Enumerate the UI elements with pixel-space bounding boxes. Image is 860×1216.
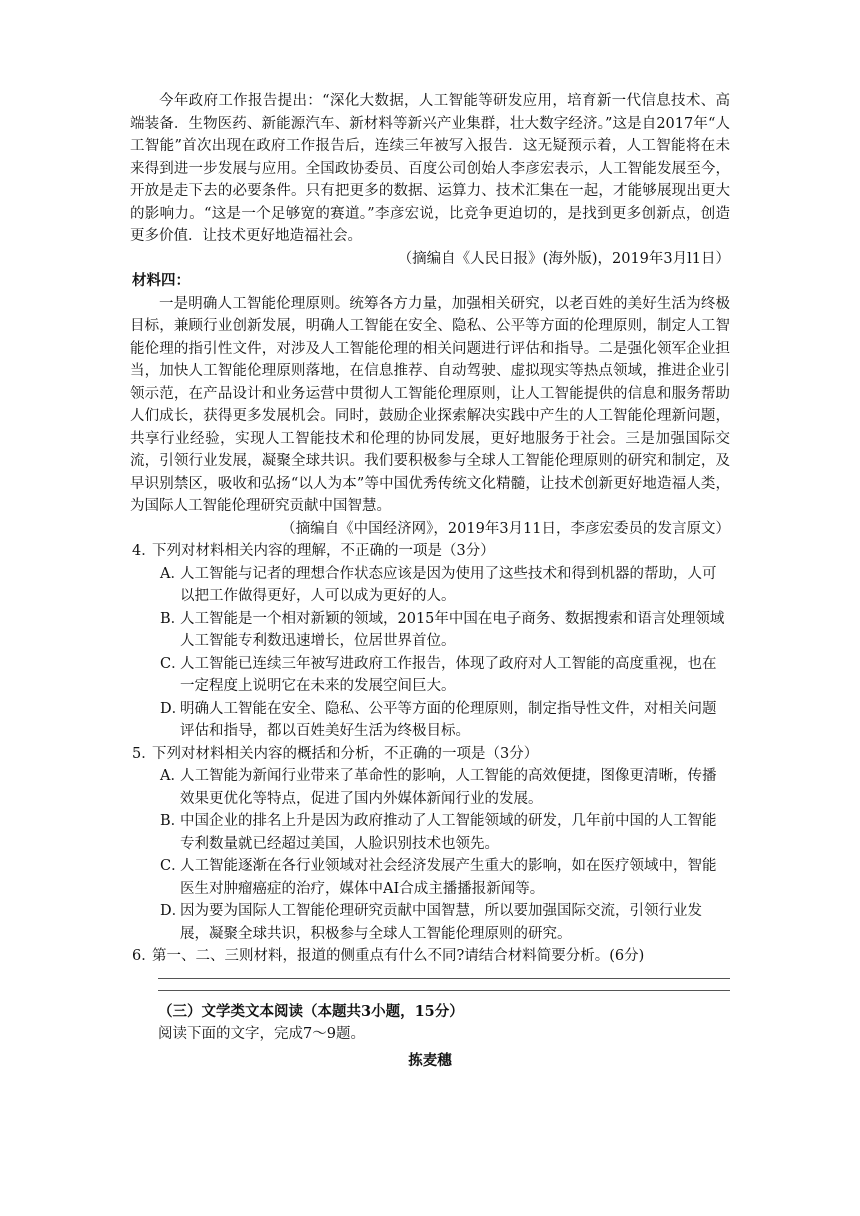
option-text: 明确人工智能在安全、隐私、公平等方面的伦理原则，制定指导性文件，对相关问题评估和指导，都以百姓美好生活为终极目标。 <box>180 700 717 739</box>
question-stem: 第一、二、三则材料，报道的侧重点有什么不同?请结合材料简要分析。(6分) <box>152 948 645 964</box>
question-number: 4． <box>132 543 156 559</box>
option-letter: C． <box>160 655 186 672</box>
option-4c[interactable] <box>130 653 730 698</box>
exam-content <box>130 90 730 1072</box>
material4-paragraph: 一是明确人工智能伦理原则。统筹各方力量，加强相关研究，以老百姓的美好生活为终极目标，兼顾行业创新发展，明确人工智能在安全、隐私、公平等方面的伦理原则，制定人工智能伦理的指引性文件，对涉及人工智能伦理的相关问题进行评估和指导。二是强化领军企业担当，加快人工智能伦理原则落地，在信息推荐、自动驾驶、虚拟现实等热点领域，推进企业引领示范，在产品设计和业务运营中贯彻人工智能伦理原则，让人工智能提供的信息和服务帮助人们成长，获得更多发展机会。同时，鼓励企业探索解决实践中产生的人工智能伦理新问题，共享行业经验，实现人工智能技术和伦理的协同发展，更好地服务于社会。三是加强国际交流，引领行业发展，凝聚全球共识。我们要积极参与全球人工智能伦理原则的研究和制定，及早识别禁区，吸收和弘扬“以人为本”等中国优秀传统文化精髓，让技术创新更好地造福人类，为国际人工智能伦理研究贡献中国智慧。 <box>130 295 730 514</box>
option-text: 人工智能与记者的理想合作状态应该是因为使用了这些技术和得到机器的帮助，人可以把工作做得更好，人可以成为更好的人。 <box>180 565 717 604</box>
option-text: 人工智能逐渐在各行业领域对社会经济发展产生重大的影响，如在医疗领域中，智能医生对肿瘤癌症的治疗，媒体中AI合成主播播报新闻等。 <box>180 858 717 897</box>
answer-line[interactable] <box>158 990 730 991</box>
option-letter: B． <box>160 610 186 627</box>
question-stem: 下列对材料相关内容的概括和分析，不正确的一项是（3分） <box>152 745 539 762</box>
option-letter: D． <box>160 903 187 919</box>
option-5d[interactable] <box>130 900 730 945</box>
question-number: 6． <box>132 948 156 964</box>
option-5c[interactable] <box>130 855 730 900</box>
material4-title: 材料四： <box>132 272 190 289</box>
option-5b[interactable] <box>130 810 730 855</box>
option-letter: A． <box>160 565 185 582</box>
option-4d[interactable] <box>130 698 730 743</box>
option-letter: B． <box>160 813 186 829</box>
question-5 <box>130 743 730 766</box>
section-heading: （三）文学类文本阅读（本题共3小题，15分） <box>158 1002 464 1020</box>
source-citation-2: （摘编自《中国经济网》，2019年3月11日，李彦宏委员的发言原文） <box>281 520 730 537</box>
material3-paragraph: 今年政府工作报告提出：“深化大数据，人工智能等研发应用，培育新一代信息技术、高端装备．生物医药、新能源汽车、新材料等新兴产业集群，壮大数字经济。”这是自2017年“人工智能”首次出现在政府工作报告后，连续三年被写入报告．这无疑预示着，人工智能将在未来得到进一步发展与应用。全国政协委员、百度公司创始人李彦宏表示，人工智能发展至今，开放是走下去的必要条件。只有把更多的数据、运算力、技术汇集在一起，才能够展现出更大的影响力。“这是一个足够宽的赛道。”李彦宏说，比竞争更迫切的，是找到更多创新点，创造更多价值．让技术更好地造福社会。 <box>130 93 730 244</box>
story-title: 拣麦穗 <box>408 1052 452 1069</box>
option-letter: A． <box>160 768 185 784</box>
section-instruction: 阅读下面的文字，完成7～9题。 <box>158 1026 365 1042</box>
option-text: 人工智能为新闻行业带来了革命性的影响，人工智能的高效便捷，图像更清晰，传播效果更优化等特点，促进了国内外媒体新闻行业的发展。 <box>180 768 717 807</box>
question-6 <box>130 945 730 968</box>
question-stem: 下列对材料相关内容的理解，不正确的一项是（3分） <box>152 543 495 559</box>
option-text: 中国企业的排名上升是因为政府推动了人工智能领域的研发，几年前中国的人工智能专利数量就已经超过美国，人脸识别技术也领先。 <box>180 813 717 852</box>
option-4b[interactable] <box>130 608 730 653</box>
option-text: 人工智能已连续三年被写进政府工作报告，体现了政府对人工智能的高度重视，也在一定程度上说明它在未来的发展空间巨大。 <box>180 655 717 694</box>
source-citation-1: （摘编自《人民日报》(海外版)，2019年3月l1日） <box>397 250 730 267</box>
option-letter: C． <box>160 858 186 874</box>
option-5a[interactable] <box>130 765 730 810</box>
option-letter: D． <box>160 700 187 717</box>
option-text: 因为要为国际人工智能伦理研究贡献中国智慧，所以要加强国际交流，引领行业发展，凝聚全球共识，积极参与全球人工智能伦理原则的研究。 <box>180 903 702 942</box>
option-text: 人工智能是一个相对新颖的领域，2015年中国在电子商务、数据搜索和语言处理领域人工智能专利数迅速增长，位居世界首位。 <box>180 610 725 649</box>
question-4 <box>130 540 730 563</box>
question-number: 5． <box>132 745 156 762</box>
answer-line[interactable] <box>158 978 730 979</box>
option-4a[interactable] <box>130 563 730 608</box>
